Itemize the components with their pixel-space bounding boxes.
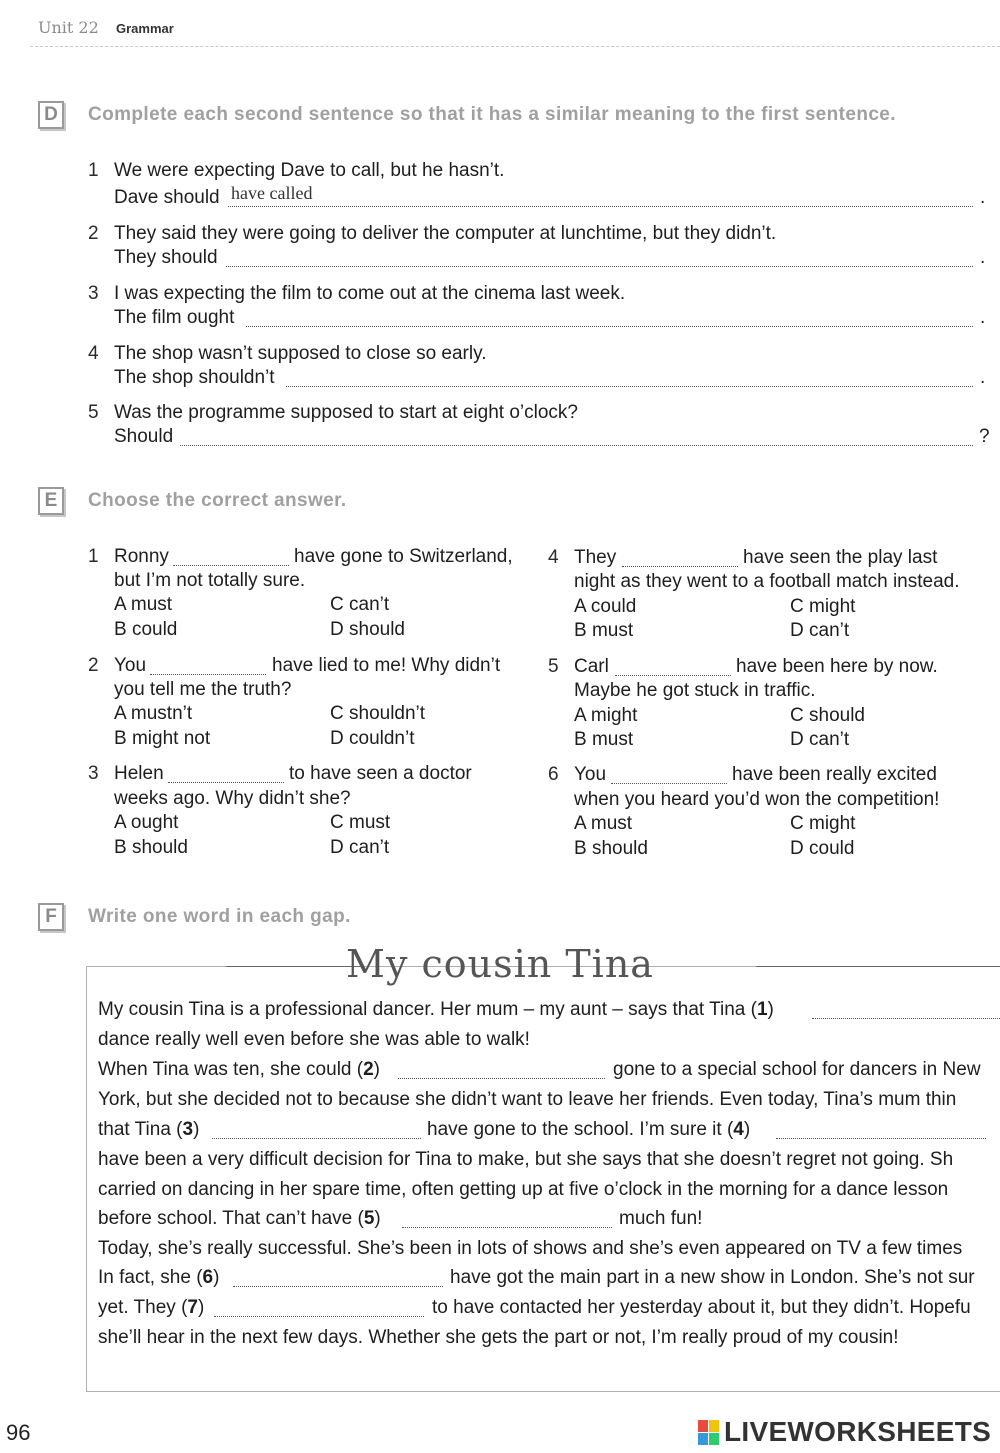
second-sentence-start: Dave should (114, 187, 220, 208)
answer-blank[interactable] (180, 445, 973, 446)
story-line (98, 1297, 204, 1319)
question-start: Ronny (114, 546, 169, 567)
sentence-end: . (980, 367, 986, 388)
gap-number: 6 (202, 1267, 214, 1288)
option-c[interactable]: C shouldn’t (330, 703, 426, 724)
question-start: Helen (114, 763, 164, 784)
story-text: My cousin Tina is a professional dancer. Her mum – my aunt – says that Tina ( (98, 999, 757, 1020)
story-text: ) (193, 1119, 200, 1140)
section-d-instruction: Complete each second sentence so that it has a similar meaning to the first sentence. (88, 104, 896, 125)
story-text: In fact, she ( (98, 1267, 203, 1288)
story-text: ) (373, 1059, 380, 1080)
story-text: ) (743, 1119, 751, 1140)
answer-blank[interactable] (173, 565, 289, 566)
section-e-letter: E (38, 487, 64, 515)
page-number: 96 (6, 1420, 31, 1445)
item-number: 1 (88, 546, 99, 567)
option-b[interactable]: B must (574, 729, 634, 750)
story-text: before school. That can’t have ( (98, 1208, 364, 1229)
gap-number: 3 (182, 1119, 194, 1140)
option-b[interactable]: B must (574, 620, 634, 641)
second-sentence-start: The film ought (114, 307, 235, 328)
item-number: 3 (88, 763, 99, 784)
answer-blank[interactable] (615, 675, 731, 676)
question-start: Carl (574, 656, 609, 677)
question-end: have gone to Switzerland, (294, 546, 513, 567)
question-start: You (114, 655, 147, 676)
section-e-instruction: Choose the correct answer. (88, 490, 347, 511)
answer-blank[interactable] (286, 386, 973, 387)
section-d-letter: D (38, 101, 64, 129)
option-d[interactable]: D should (330, 619, 405, 640)
item-number: 2 (88, 223, 99, 244)
option-a[interactable]: A mustn’t (114, 703, 193, 724)
section-label: Grammar (116, 21, 174, 36)
question-end: have seen the play last (743, 547, 938, 568)
liveworksheets-icon (698, 1420, 720, 1446)
first-sentence: We were expecting Dave to call, but he hasn’t. (114, 160, 505, 181)
sentence-end: . (980, 187, 986, 208)
option-c[interactable]: C can’t (330, 594, 390, 615)
story-line (98, 1208, 381, 1230)
second-sentence-start: They should (114, 247, 218, 268)
gap-blank-6[interactable] (233, 1286, 443, 1287)
story-line (98, 999, 774, 1021)
header-divider (30, 46, 1000, 47)
gap-number: 7 (187, 1297, 198, 1318)
item-number: 2 (88, 655, 99, 676)
option-d[interactable]: D can’t (790, 620, 850, 641)
story-text: ) (213, 1267, 220, 1288)
question-end: have been here by now. (736, 656, 938, 677)
option-b[interactable]: B should (114, 837, 188, 858)
answer-blank[interactable] (622, 566, 738, 567)
story-line: carried on dancing in her spare time, often getting up at five o’clock in the morning for a dance lesson (98, 1179, 949, 1200)
answer-blank[interactable] (226, 266, 973, 267)
first-sentence: They said they were going to deliver the computer at lunchtime, but they didn’t. (114, 223, 777, 244)
story-line (427, 1119, 750, 1141)
question-line2: Maybe he got stuck in traffic. (574, 680, 816, 701)
option-d[interactable]: D can’t (330, 837, 390, 858)
option-a[interactable]: A might (574, 705, 638, 726)
question-line2: night as they went to a football match instead. (574, 571, 960, 592)
sentence-end: ? (979, 426, 990, 447)
item-number: 4 (88, 343, 99, 364)
second-sentence-start: The shop shouldn’t (114, 367, 275, 388)
option-d[interactable]: D can’t (790, 729, 850, 750)
story-text: ) (374, 1208, 381, 1229)
gap-number: 2 (363, 1059, 374, 1080)
gap-blank-4[interactable] (776, 1138, 986, 1139)
story-line: have been a very difficult decision for Tina to make, but she says that she doesn’t regret not going. Sh (98, 1149, 954, 1170)
answer-blank[interactable] (150, 674, 266, 675)
option-a[interactable]: A could (574, 596, 637, 617)
story-line: York, but she decided not to because she didn’t want to leave her friends. Even today, Tina’s mum thin (98, 1089, 957, 1110)
question-line2: weeks ago. Why didn’t she? (114, 788, 351, 809)
gap-number: 1 (756, 999, 768, 1020)
answer-blank[interactable] (246, 326, 973, 327)
story-text: ) (767, 999, 774, 1020)
liveworksheets-logo[interactable]: LIVEWORKSHEETS (724, 1416, 992, 1447)
option-d[interactable]: D could (790, 838, 855, 859)
first-sentence: The shop wasn’t supposed to close so early. (114, 343, 487, 364)
story-text: to have contacted her yesterday about it, but they didn’t. Hopefu (432, 1297, 971, 1318)
item-number: 4 (548, 547, 559, 568)
item-number: 6 (548, 764, 559, 785)
story-line (98, 1059, 380, 1081)
story-line (98, 1119, 199, 1141)
question-start: You (574, 764, 607, 785)
gap-blank-3[interactable] (212, 1138, 421, 1139)
story-line: Today, she’s really successful. She’s been in lots of shows and she’s even appeared on TV a few times (98, 1238, 963, 1259)
sentence-end: . (980, 247, 986, 268)
option-c[interactable]: C might (790, 596, 856, 617)
question-line2: but I’m not totally sure. (114, 570, 306, 591)
story-title: My cousin Tina (346, 942, 654, 986)
question-end: to have seen a doctor (289, 763, 472, 784)
option-a[interactable]: A must (574, 813, 633, 834)
option-a[interactable]: A must (114, 594, 173, 615)
story-text: yet. They ( (98, 1297, 188, 1318)
story-line (98, 1267, 219, 1289)
first-sentence: I was expecting the film to come out at the cinema last week. (114, 283, 626, 304)
story-text: have got the main part in a new show in London. She’s not sur (450, 1267, 975, 1288)
unit-label: Unit 22 (38, 18, 99, 37)
second-sentence-start: Should (114, 426, 174, 447)
question-end: have lied to me! Why didn’t (272, 655, 501, 676)
first-sentence: Was the programme supposed to start at eight o’clock? (114, 402, 578, 423)
gap-blank-2[interactable] (398, 1078, 605, 1079)
gap-blank-7[interactable] (214, 1316, 424, 1317)
question-line2: when you heard you’d won the competition! (574, 789, 940, 810)
option-c[interactable]: C might (790, 813, 856, 834)
question-end: have been really excited (732, 764, 937, 785)
option-b[interactable]: B should (574, 838, 648, 859)
gap-blank-1[interactable] (812, 1018, 1000, 1019)
item-number: 5 (88, 402, 99, 423)
gap-blank-5[interactable] (402, 1227, 612, 1228)
question-line2: you tell me the truth? (114, 679, 292, 700)
story-text: gone to a special school for dancers in New (613, 1059, 981, 1080)
option-c[interactable]: C must (330, 812, 391, 833)
section-f-instruction: Write one word in each gap. (88, 906, 351, 927)
story-text: When Tina was ten, she could ( (98, 1059, 364, 1080)
story-line: dance really well even before she was able to walk! (98, 1029, 530, 1050)
option-a[interactable]: A ought (114, 812, 179, 833)
answer-blank[interactable] (228, 206, 973, 207)
story-text: much fun! (619, 1208, 703, 1229)
story-line: she’ll hear in the next few days. Whether she gets the part or not, I’m really proud of my cousin! (98, 1327, 899, 1348)
section-f-letter: F (38, 903, 64, 931)
answer-text[interactable]: have called (231, 183, 313, 203)
gap-number: 4 (733, 1119, 744, 1140)
sentence-end: . (980, 307, 986, 328)
item-number: 5 (548, 656, 559, 677)
question-start: They (574, 547, 617, 568)
option-b[interactable]: B might not (114, 728, 211, 749)
answer-blank[interactable] (168, 782, 284, 783)
option-d[interactable]: D couldn’t (330, 728, 415, 749)
item-number: 3 (88, 283, 99, 304)
gap-number: 5 (363, 1208, 375, 1229)
story-text: ) (197, 1297, 205, 1318)
item-number: 1 (88, 160, 99, 181)
answer-blank[interactable] (611, 783, 727, 784)
option-b[interactable]: B could (114, 619, 178, 640)
option-c[interactable]: C should (790, 705, 865, 726)
story-text: that Tina ( (98, 1119, 183, 1140)
story-text: have gone to the school. I’m sure it ( (427, 1119, 734, 1140)
